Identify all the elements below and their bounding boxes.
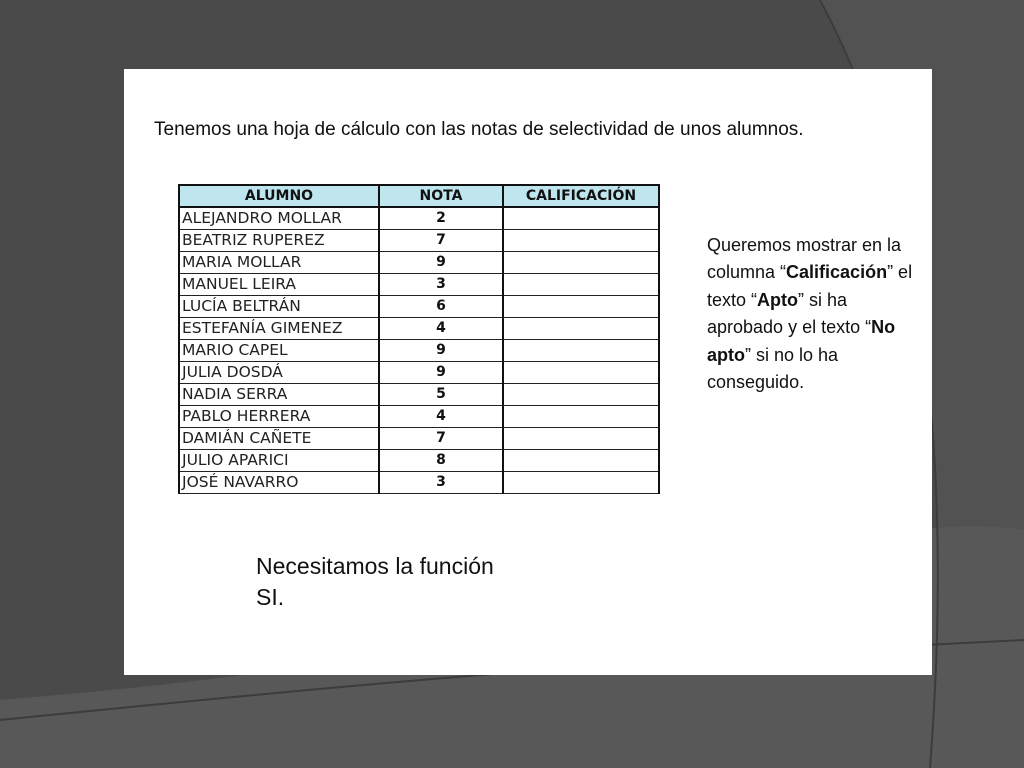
header-calificacion: CALIFICACIÓN <box>503 185 659 207</box>
table-row <box>179 274 659 296</box>
header-alumno: ALUMNO <box>179 185 379 207</box>
cell-calificacion <box>503 406 659 428</box>
cell-nota: 7 <box>379 428 503 450</box>
note-emphasis-apto: Apto <box>757 289 799 310</box>
cell-calificacion <box>503 428 659 450</box>
table-row <box>179 318 659 340</box>
cell-calificacion <box>503 274 659 296</box>
cell-alumno: JOSÉ NAVARRO <box>179 472 379 494</box>
instruction-note <box>707 232 922 396</box>
cell-alumno: LUCÍA BELTRÁN <box>179 296 379 318</box>
cell-calificacion <box>503 318 659 340</box>
cell-nota: 9 <box>379 340 503 362</box>
cell-nota: 8 <box>379 450 503 472</box>
cell-alumno: MARIA MOLLAR <box>179 252 379 274</box>
table-row <box>179 362 659 384</box>
table-row <box>179 252 659 274</box>
note-emphasis-no-apto: No apto <box>707 317 896 365</box>
cell-nota: 7 <box>379 230 503 252</box>
cell-calificacion <box>503 362 659 384</box>
intro-text: Tenemos una hoja de cálculo con las notas de selectividad de unos alumnos. <box>154 119 804 140</box>
cell-calificacion <box>503 252 659 274</box>
cell-calificacion <box>503 450 659 472</box>
cell-nota: 9 <box>379 362 503 384</box>
cell-nota: 6 <box>379 296 503 318</box>
cell-calificacion <box>503 207 659 230</box>
cell-alumno: MANUEL LEIRA <box>179 274 379 296</box>
table-row <box>179 406 659 428</box>
cell-alumno: JULIA DOSDÁ <box>179 362 379 384</box>
cell-nota: 4 <box>379 318 503 340</box>
conclusion-text: Necesitamos la función SI. <box>256 553 494 610</box>
spreadsheet-excerpt <box>178 184 666 509</box>
table-row <box>179 230 659 252</box>
cell-alumno: NADIA SERRA <box>179 384 379 406</box>
table-row <box>179 450 659 472</box>
cell-nota: 2 <box>379 207 503 230</box>
table-row <box>179 296 659 318</box>
note-text-4: ” si no lo ha conseguido. <box>707 344 839 393</box>
note-emphasis-calificacion: Calificación <box>786 262 888 283</box>
slide-content <box>124 69 932 675</box>
table-row <box>179 384 659 406</box>
cell-alumno: MARIO CAPEL <box>179 340 379 362</box>
cell-alumno: DAMIÁN CAÑETE <box>179 428 379 450</box>
cell-alumno: ALEJANDRO MOLLAR <box>179 207 379 230</box>
cell-calificacion <box>503 296 659 318</box>
cell-nota: 9 <box>379 252 503 274</box>
cell-nota: 3 <box>379 472 503 494</box>
table-row <box>179 340 659 362</box>
table-header-row <box>179 185 659 207</box>
cell-nota: 4 <box>379 406 503 428</box>
table-row <box>179 472 659 494</box>
note-text-1: Queremos mostrar en la columna “ <box>707 235 902 283</box>
cell-nota: 3 <box>379 274 503 296</box>
cell-calificacion <box>503 230 659 252</box>
cell-calificacion <box>503 472 659 494</box>
table-row <box>179 207 659 230</box>
cell-calificacion <box>503 384 659 406</box>
cell-alumno: BEATRIZ RUPEREZ <box>179 230 379 252</box>
cell-nota: 5 <box>379 384 503 406</box>
grades-table <box>178 184 660 494</box>
cell-calificacion <box>503 340 659 362</box>
table-row <box>179 428 659 450</box>
note-text-2: ” el texto “ <box>707 262 913 310</box>
cell-alumno: JULIO APARICI <box>179 450 379 472</box>
cell-alumno: ESTEFANÍA GIMENEZ <box>179 318 379 340</box>
cell-alumno: PABLO HERRERA <box>179 406 379 428</box>
note-text-3: ” si ha aprobado y el texto “ <box>707 289 872 338</box>
header-nota: NOTA <box>379 185 503 207</box>
